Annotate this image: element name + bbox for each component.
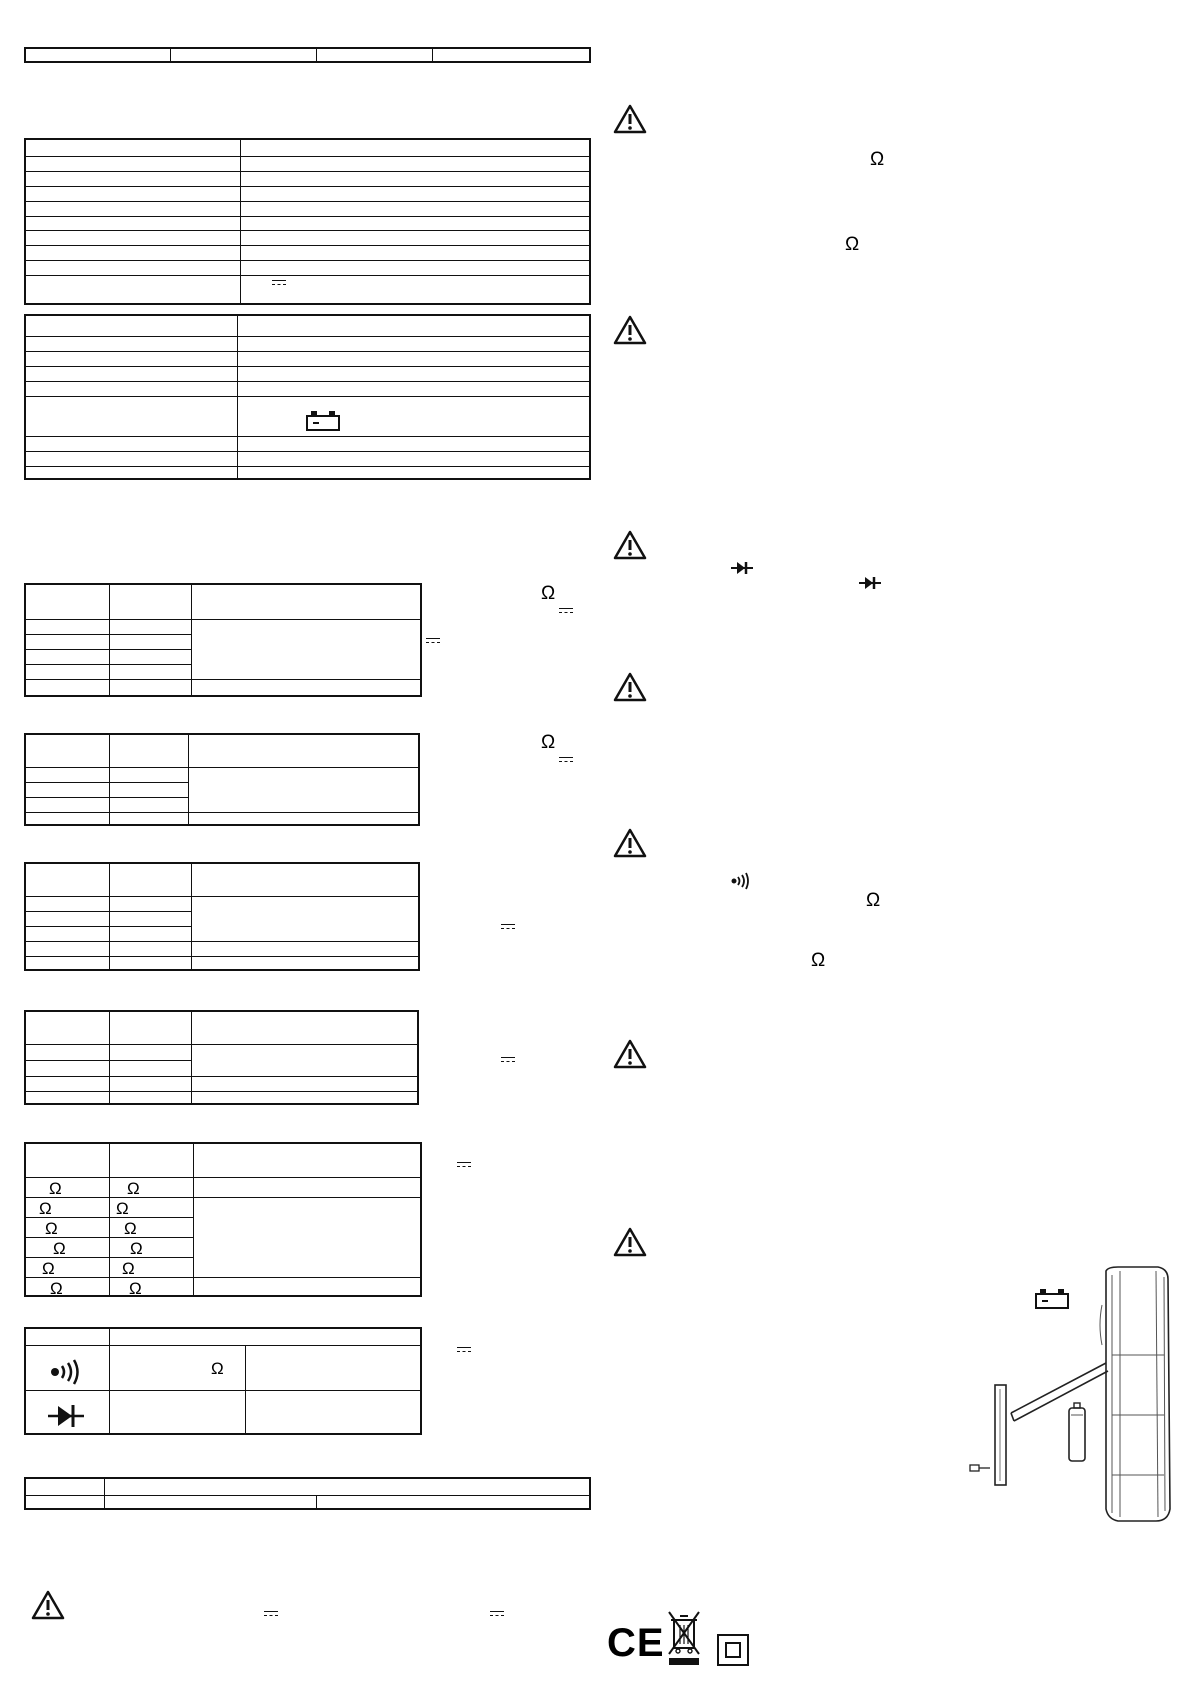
- continuity-icon: [48, 1357, 82, 1387]
- ohm-symbol: Ω: [541, 732, 556, 753]
- ohm-symbol: Ω: [129, 1279, 142, 1298]
- dc-icon: [272, 280, 286, 288]
- range-table-a: [24, 583, 422, 697]
- range-table-d: [24, 1010, 419, 1105]
- warning-icon: [31, 1590, 65, 1620]
- dc-icon: [264, 1611, 278, 1619]
- dc-icon: [501, 1057, 515, 1065]
- dc-icon: [559, 608, 573, 616]
- bottom-table: [24, 1477, 591, 1510]
- spec-table-1: [24, 138, 591, 305]
- dc-icon: [490, 1611, 504, 1619]
- warning-icon: [613, 104, 647, 134]
- diode-icon: [858, 575, 882, 591]
- ohm-symbol: Ω: [39, 1199, 52, 1218]
- ohm-symbol: Ω: [42, 1259, 55, 1278]
- ohm-symbol: Ω: [130, 1239, 143, 1258]
- header-strip-table: [24, 47, 591, 63]
- dc-icon: [426, 638, 440, 646]
- ohm-symbol: Ω: [845, 234, 860, 255]
- dc-icon: [457, 1162, 471, 1170]
- ohm-symbol: Ω: [211, 1359, 224, 1378]
- warning-icon: [613, 530, 647, 560]
- resistance-table: [24, 1142, 422, 1297]
- range-table-b: [24, 733, 420, 826]
- ohm-symbol: Ω: [541, 583, 556, 604]
- warning-icon: [613, 672, 647, 702]
- ohm-symbol: Ω: [53, 1239, 66, 1258]
- ohm-symbol: Ω: [50, 1279, 63, 1298]
- ohm-symbol: Ω: [866, 890, 881, 911]
- warning-icon: [613, 315, 647, 345]
- double-insulation-icon: [716, 1633, 750, 1667]
- ohm-symbol: Ω: [49, 1179, 62, 1198]
- battery-icon: [305, 410, 341, 432]
- ohm-symbol: Ω: [122, 1259, 135, 1278]
- ohm-symbol: Ω: [116, 1199, 129, 1218]
- dc-icon: [501, 924, 515, 932]
- warning-icon: [613, 1227, 647, 1257]
- diode-icon: [46, 1402, 86, 1430]
- ohm-symbol: Ω: [124, 1219, 137, 1238]
- ohm-symbol: Ω: [127, 1179, 140, 1198]
- diode-icon: [730, 560, 754, 576]
- ohm-symbol: Ω: [870, 149, 885, 170]
- spec-table-2: [24, 314, 591, 480]
- dc-icon: [457, 1347, 471, 1355]
- ohm-symbol: Ω: [45, 1219, 58, 1238]
- ce-mark: CE: [607, 1621, 665, 1665]
- ohm-symbol: Ω: [811, 950, 826, 971]
- dc-icon: [559, 757, 573, 765]
- weee-bin-icon: [666, 1610, 702, 1666]
- range-table-c: [24, 862, 420, 971]
- continuity-icon: [730, 872, 750, 890]
- battery-replacement-illustration: [968, 1265, 1180, 1525]
- warning-icon: [613, 1039, 647, 1069]
- warning-icon: [613, 828, 647, 858]
